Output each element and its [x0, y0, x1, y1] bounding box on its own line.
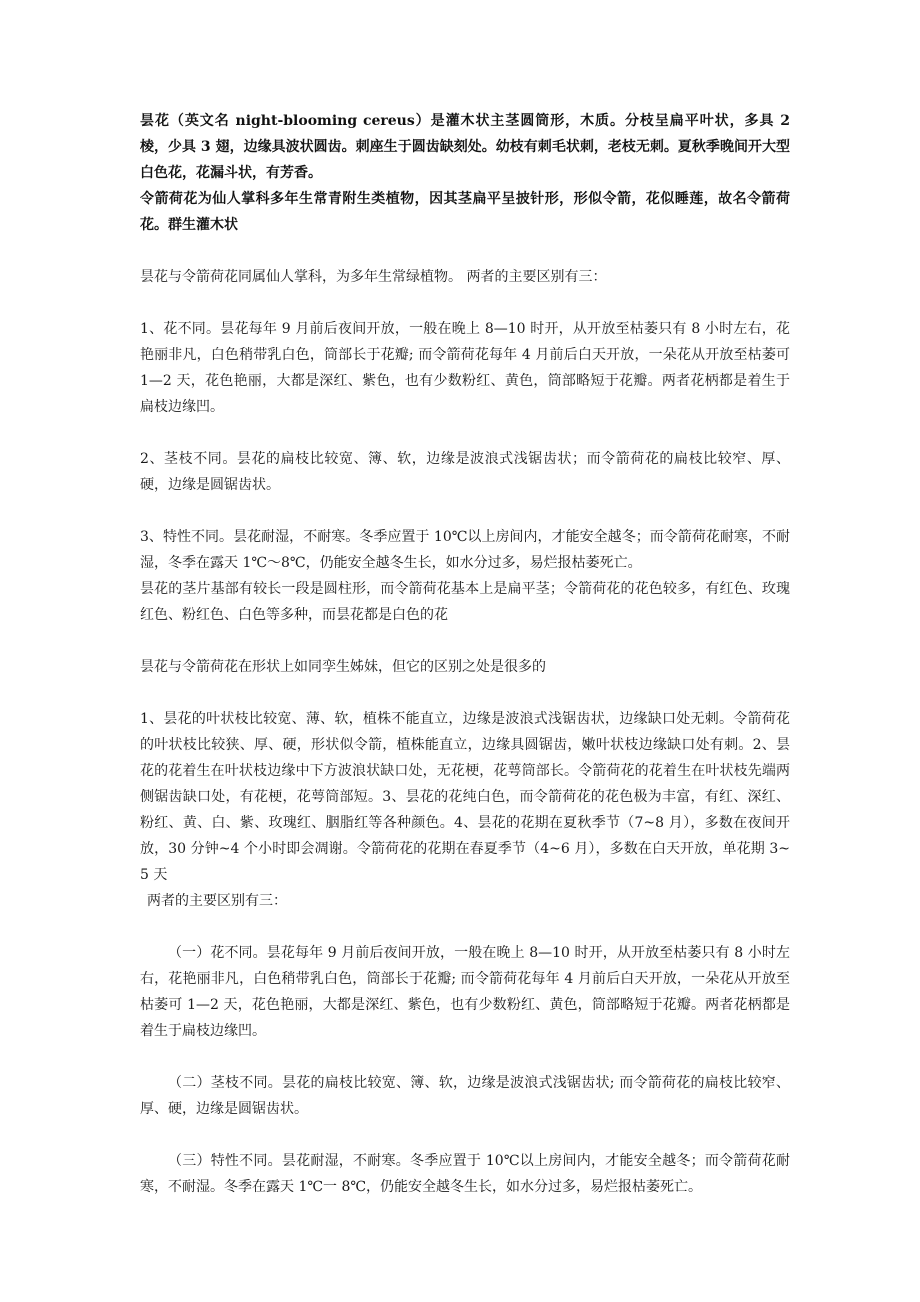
paragraph-spacer: [140, 498, 790, 524]
paragraph-spacer: [140, 1044, 790, 1070]
paragraph-diff-stem: 2、茎枝不同。昙花的扁枝比较宽、簿、软，边缘是波浪式浅锯齿状；而令箭荷花的扁枝比较窄、厚、硬，边缘是圆锯齿状。: [140, 451, 790, 493]
paragraph-tanhua-intro: 昙花（英文名 night-blooming cereus）是灌木状主茎圆筒形，木质。分枝呈扁平叶状，多具 2 棱，少具 3 翅，边缘具波状圆齿。刺座生于圆齿缺刻处。幼枝有刺毛状刺，老枝无刺。夏秋季晚间开大型白色花，花漏斗状，有芳香。: [140, 113, 790, 181]
paragraph-spacer: [140, 914, 790, 940]
paragraph-diff-flower: 1、花不同。昙花每年 9 月前后夜间开放，一般在晚上 8—10 时开，从开放至枯萎只有 8 小时左右，花艳丽非凡，白色稍带乳白色，筒部长于花瓣; 而令箭荷花每年 4 月前后白天开放，一朵花从开放至枯萎可 1—2 天，花色艳丽，大都是深红、紫色，也有少数粉红、黄色，筒部略短于花瓣。两者花柄都是着生于扁枝边缘凹。: [140, 321, 790, 415]
paragraph-spacer: [140, 290, 790, 316]
paragraph-spacer: [140, 628, 790, 654]
paragraph-spacer: [140, 680, 790, 706]
paragraph-section-three-trait: （三）特性不同。昙花耐湿，不耐寒。冬季应置于 10℃以上房间内，才能安全越冬；而令箭荷花耐寒，不耐湿。冬季在露天 1℃一 8℃，仍能安全越冬生长，如水分过多，易烂报枯萎死亡。: [140, 1153, 790, 1195]
paragraph-lingjian-intro: 令箭荷花为仙人掌科多年生常青附生类植物，因其茎扁平呈披针形，形似令箭，花似睡莲，故名令箭荷花。群生灌木状: [140, 191, 790, 233]
paragraph-diff-trait: 3、特性不同。昙花耐湿，不耐寒。冬季应置于 10℃以上房间内，才能安全越冬；而令箭荷花耐寒，不耐湿，冬季在露天 1℃～8℃，仍能安全越冬生长，如水分过多，易烂报枯萎死亡。: [140, 529, 790, 571]
paragraph-spacer: [140, 420, 790, 446]
paragraph-section-two-stem: （二）茎枝不同。昙花的扁枝比较宽、簿、软，边缘是波浪式浅锯齿状; 而令箭荷花的扁枝比较窄、厚、硬，边缘是圆锯齿状。: [140, 1075, 790, 1117]
paragraph-spacer: [140, 238, 790, 264]
paragraph-twin-sisters: 昙花与令箭荷花在形状上如同孪生姊妹，但它的区别之处是很多的: [140, 659, 546, 675]
document-body: [140, 108, 790, 1200]
paragraph-stem-base: 昙花的茎片基部有较长一段是圆柱形，而令箭荷花基本上是扁平茎；令箭荷花的花色较多，有红色、玫瑰红色、粉红色、白色等多种，而昙花都是白色的花: [140, 581, 790, 623]
paragraph-same-family: 昙花与令箭荷花同属仙人掌科，为多年生常绿植物。 两者的主要区别有三：: [140, 269, 607, 285]
paragraph-three-differences-heading: 两者的主要区别有三：: [147, 893, 287, 909]
paragraph-section-one-flower: （一）花不同。昙花每年 9 月前后夜间开放，一般在晚上 8—10 时开，从开放至枯萎只有 8 小时左右，花艳丽非凡，白色稍带乳白色，筒部长于花瓣; 而令箭荷花每年 4 月前后白天开放，一朵花从开放至枯萎可 1—2 天，花色艳丽，大都是深红、紫色，也有少数粉红、黄色，筒部略短于花瓣。两者花柄都是着生于扁枝边缘凹。: [140, 945, 790, 1039]
paragraph-spacer: [140, 1122, 790, 1148]
paragraph-four-differences: 1、昙花的叶状枝比较宽、薄、软，植株不能直立，边缘是波浪式浅锯齿状，边缘缺口处无刺。令箭荷花的叶状枝比较狭、厚、硬，形状似令箭，植株能直立，边缘具圆锯齿，嫩叶状枝边缘缺口处有刺。2、昙花的花着生在叶状枝边缘中下方波浪状缺口处，无花梗，花萼筒部长。令箭荷花的花着生在叶状枝先端两侧锯齿缺口处，有花梗，花萼筒部短。3、昙花的花纯白色，而令箭荷花的花色极为丰富，有红、深红、粉红、黄、白、紫、玫瑰红、胭脂红等各种颜色。4、昙花的花期在夏秋季节（7~8 月），多数在夜间开放，30 分钟~4 个小时即会凋谢。令箭荷花的花期在春夏季节（4~6 月），多数在白天开放，单花期 3~5 天: [140, 711, 790, 883]
